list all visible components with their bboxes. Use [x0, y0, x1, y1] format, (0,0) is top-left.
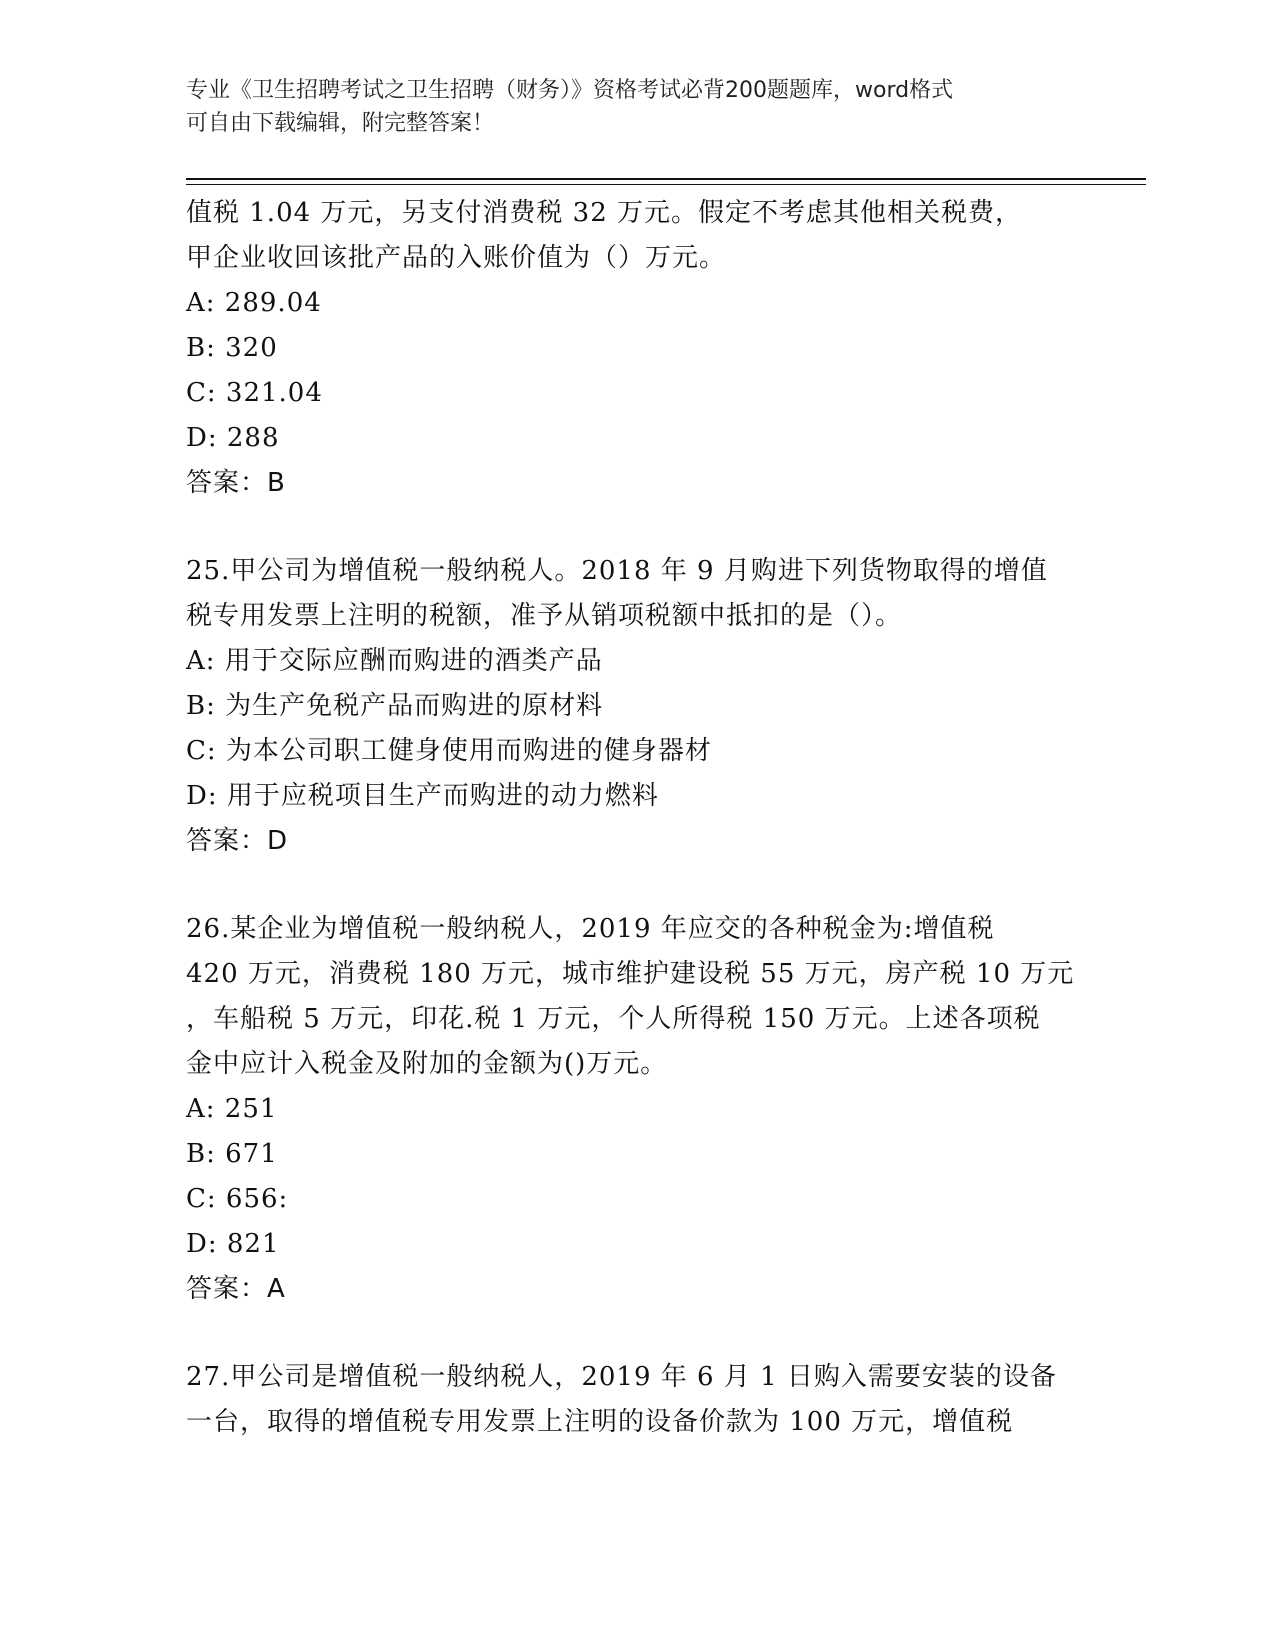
option-b: B: 为生产免税产品而购进的原材料 — [186, 691, 604, 721]
question-27 — [186, 1355, 1086, 1445]
question-text-line: 25.甲公司为增值税一般纳税人。2018 年 9 月购进下列货物取得的增值 — [186, 556, 1048, 586]
option-a: A: 251 — [186, 1094, 278, 1124]
question-text-line: 27.甲公司是增值税一般纳税人，2019 年 6 月 1 日购入需要安装的设备 — [186, 1362, 1057, 1392]
document-header — [186, 74, 1086, 140]
header-line-2: 可自由下载编辑，附完整答案！ — [186, 111, 495, 136]
option-a: A: 用于交际应酬而购进的酒类产品 — [186, 646, 603, 676]
question-text-line: 金中应计入税金及附加的金额为()万元。 — [186, 1049, 668, 1079]
option-a: A: 289.04 — [186, 288, 322, 318]
question-text-line: 值税 1.04 万元，另支付消费税 32 万元。假定不考虑其他相关税费， — [186, 198, 1023, 228]
spacer — [186, 506, 1086, 549]
option-d: D: 用于应税项目生产而购进的动力燃料 — [186, 781, 659, 811]
spacer — [186, 1312, 1086, 1355]
option-b: B: 320 — [186, 333, 278, 363]
question-text-line: 甲企业收回该批产品的入账价值为（）万元。 — [186, 243, 727, 273]
option-c: C: 为本公司职工健身使用而购进的健身器材 — [186, 736, 712, 766]
spacer — [186, 864, 1086, 907]
header-rule-thin — [186, 184, 1146, 185]
question-text-line: 420 万元，消费税 180 万元，城市维护建设税 55 万元，房产税 10 万元 — [186, 959, 1075, 989]
question-24-continuation — [186, 191, 1086, 506]
answer-label: 答案：D — [186, 826, 289, 856]
option-c: C: 321.04 — [186, 378, 323, 408]
question-25 — [186, 549, 1086, 864]
question-text-line: 税专用发票上注明的税额，准予从销项税额中抵扣的是（）。 — [186, 601, 903, 631]
question-text-line: 一台，取得的增值税专用发票上注明的设备价款为 100 万元，增值税 — [186, 1407, 1014, 1437]
question-text-line: ，车船税 5 万元，印花.税 1 万元，个人所得税 150 万元。上述各项税 — [186, 1004, 1041, 1034]
option-c: C: 656: — [186, 1184, 289, 1214]
option-d: D: 288 — [186, 423, 280, 453]
answer-label: 答案：A — [186, 1274, 286, 1304]
question-26 — [186, 907, 1086, 1312]
option-b: B: 671 — [186, 1139, 278, 1169]
answer-label: 答案：B — [186, 468, 286, 498]
header-rule-thick — [186, 178, 1146, 180]
option-d: D: 821 — [186, 1229, 280, 1259]
header-line-1: 专业《卫生招聘考试之卫生招聘（财务）》资格考试必背200题题库，word格式 — [186, 78, 954, 103]
document-body — [186, 191, 1086, 1445]
question-text-line: 26.某企业为增值税一般纳税人，2019 年应交的各种税金为:增值税 — [186, 914, 995, 944]
